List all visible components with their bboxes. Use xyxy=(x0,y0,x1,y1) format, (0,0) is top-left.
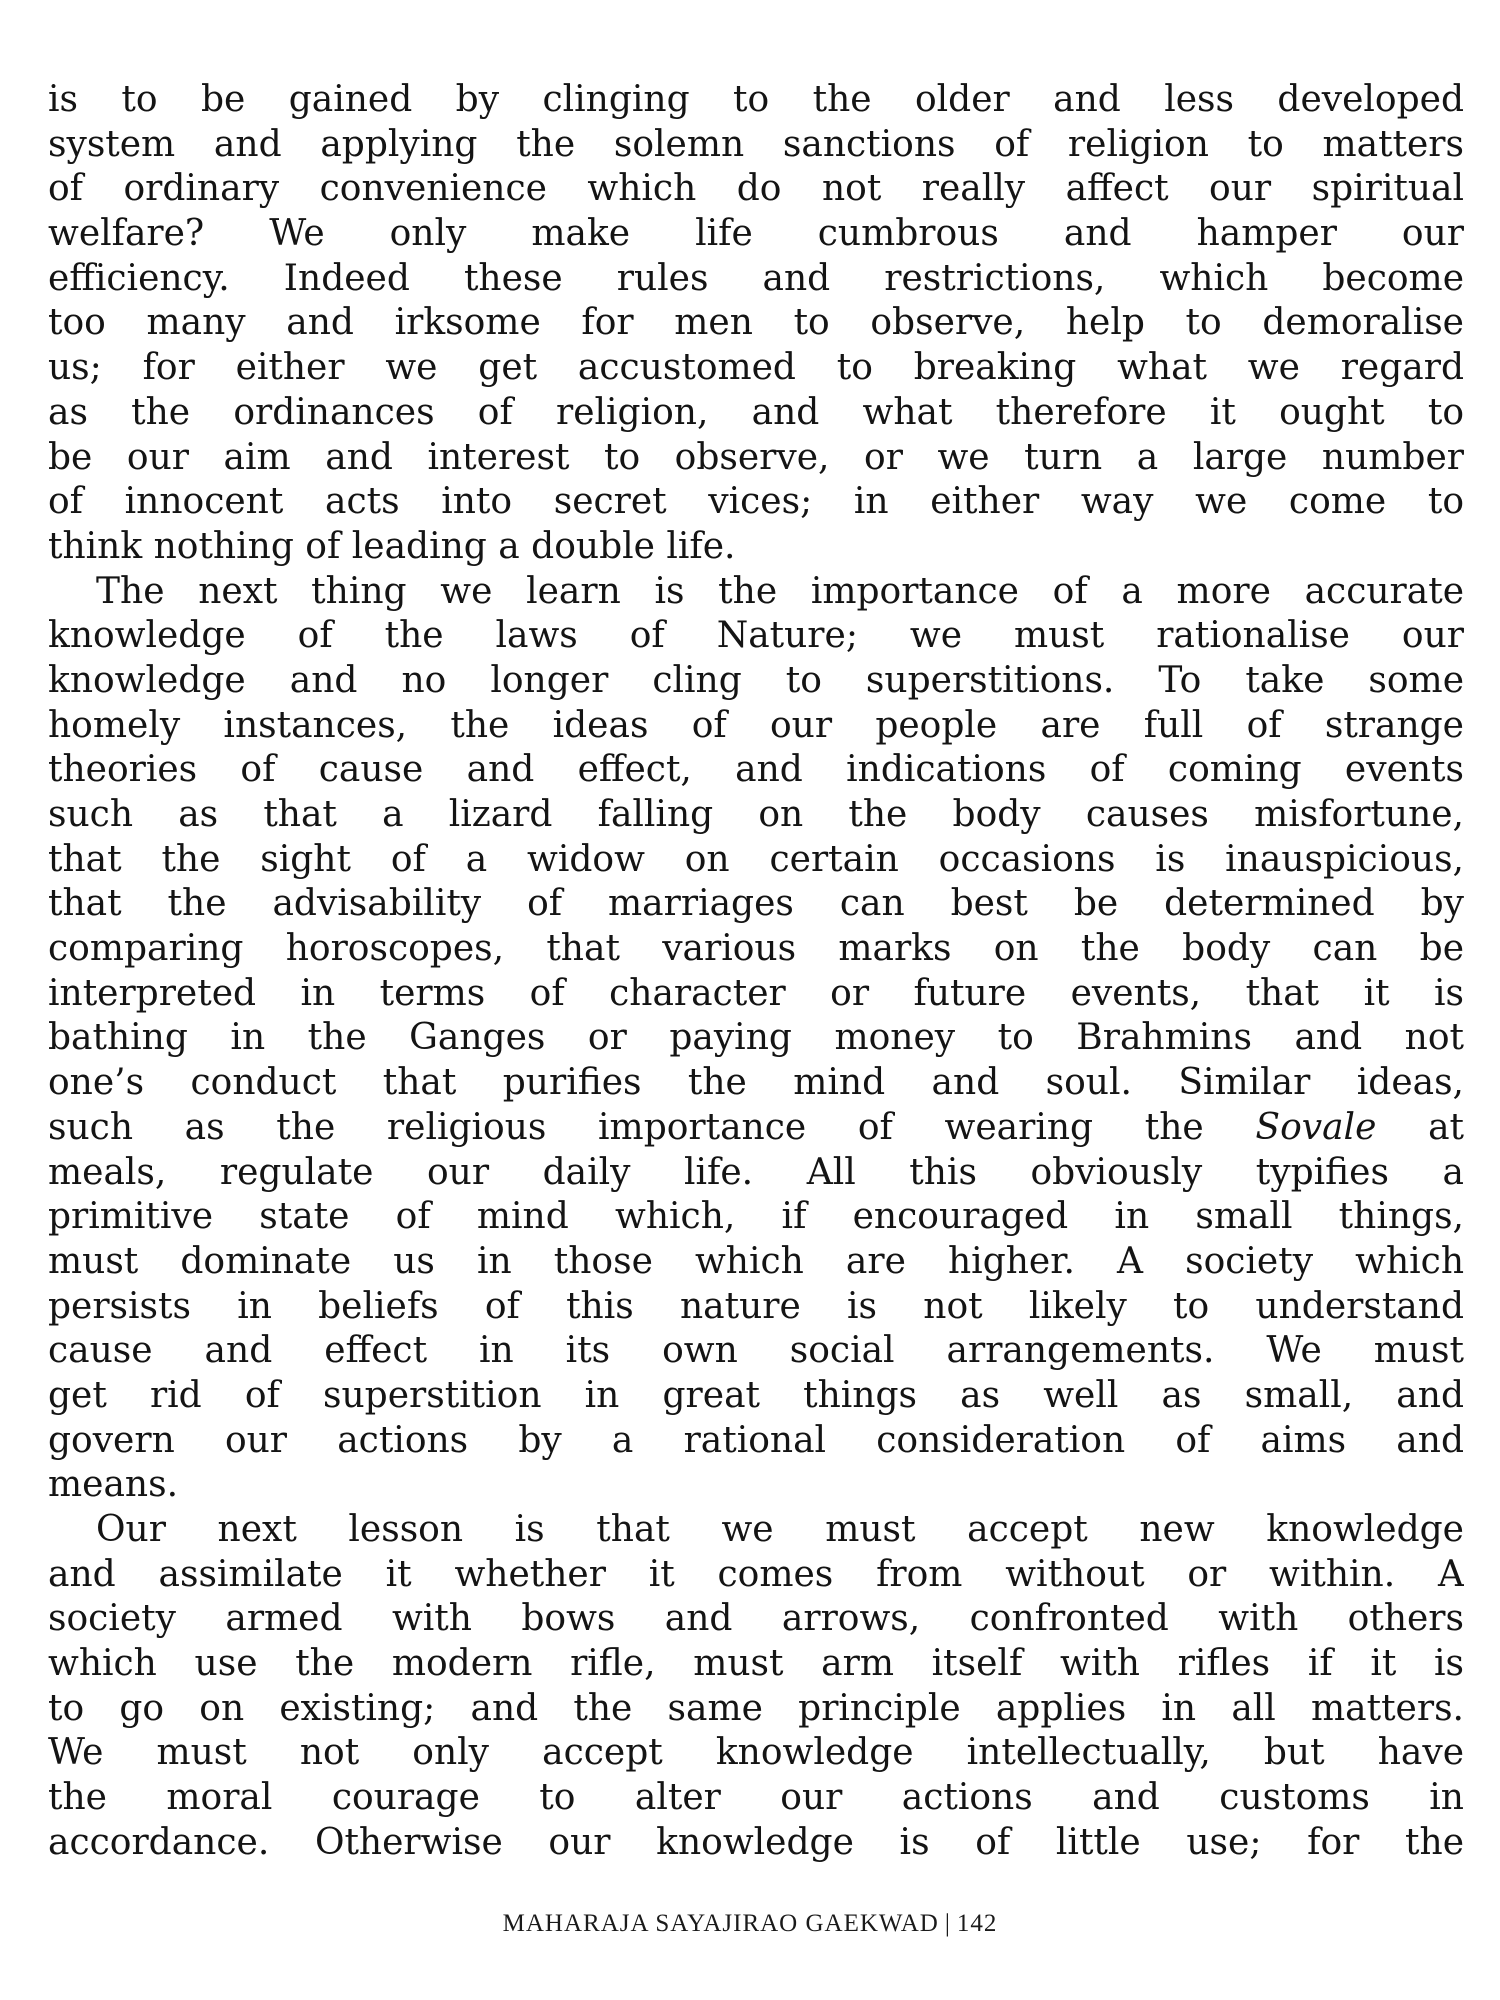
text-line: get rid of superstition in great things as well as small, and xyxy=(48,1374,1464,1416)
text-line: We must not only accept knowledge intellectually, but have xyxy=(48,1732,1464,1774)
page-footer xyxy=(0,1910,1500,1938)
text-line: homely instances, the ideas of our people are full of strange xyxy=(48,704,1464,746)
text-line: primitive state of mind which, if encouraged in small things, xyxy=(48,1196,1464,1238)
text-line: be our aim and interest to observe, or we turn a large number xyxy=(48,436,1464,478)
paragraph xyxy=(48,570,1464,1508)
text-line: such as that a lizard falling on the body causes misfortune, xyxy=(48,794,1464,835)
text-line: bathing in the Ganges or paying money to Brahmins and not xyxy=(48,1017,1464,1059)
italic-term: Sovale xyxy=(1255,1106,1377,1148)
text-line: efficiency. Indeed these rules and restrictions, which become xyxy=(48,257,1464,299)
text-line: theories of cause and effect, and indications of coming events xyxy=(48,749,1464,791)
text-line: meals, regulate our daily life. All this obviously typifies a xyxy=(48,1151,1464,1193)
text-line: the moral courage to alter our actions and customs in xyxy=(48,1777,1464,1819)
text-line: of innocent acts into secret vices; in either way we come to xyxy=(48,481,1464,523)
text-line: that the sight of a widow on certain occasions is inauspicious, xyxy=(48,838,1464,880)
footer-separator: | xyxy=(944,1910,951,1937)
text-line: must dominate us in those which are higher. A society which xyxy=(48,1240,1464,1282)
text-line: persists in beliefs of this nature is not likely to understand xyxy=(48,1285,1464,1327)
text-line: system and applying the solemn sanctions of religion to matters xyxy=(48,123,1464,165)
text-line: Our next lesson is that we must accept new knowledge xyxy=(96,1509,1464,1550)
text-line: one’s conduct that purifies the mind and soul. Similar ideas, xyxy=(48,1062,1464,1104)
footer-author: MAHARAJA SAYAJIRAO GAEKWAD xyxy=(502,1910,939,1937)
page-body xyxy=(48,78,1464,1866)
text-line: which use the modern rifle, must arm itself with rifles if it is xyxy=(48,1643,1464,1685)
text-line: and assimilate it whether it comes from without or within. A xyxy=(48,1553,1464,1595)
text-line: society armed with bows and arrows, confronted with others xyxy=(48,1598,1464,1640)
text-line: is to be gained by clinging to the older and less developed xyxy=(48,79,1464,120)
text-line: The next thing we learn is the importance of a more accurate xyxy=(96,570,1464,612)
text-line: accordance. Otherwise our knowledge is of little use; for the xyxy=(48,1821,1464,1863)
text-line: govern our actions by a rational consideration of aims and xyxy=(48,1419,1464,1461)
text-line: means. xyxy=(48,1464,179,1506)
text-line: such as the religious importance of wearing the Sovale at xyxy=(48,1106,1464,1148)
text-line: welfare? We only make life cumbrous and hamper our xyxy=(48,213,1464,255)
text-line: think nothing of leading a double life. xyxy=(48,525,736,567)
page-number: 142 xyxy=(956,1910,998,1937)
text-line: knowledge of the laws of Nature; we must rationalise our xyxy=(48,615,1464,657)
text-line: interpreted in terms of character or future events, that it is xyxy=(48,972,1464,1014)
text-line: us; for either we get accustomed to breaking what we regard xyxy=(48,347,1464,389)
text-line: cause and effect in its own social arrangements. We must xyxy=(48,1330,1464,1372)
text-line: comparing horoscopes, that various marks on the body can be xyxy=(48,928,1464,970)
paragraph xyxy=(48,1508,1464,1866)
text-line: of ordinary convenience which do not really affect our spiritual xyxy=(48,168,1464,210)
text-line: to go on existing; and the same principle applies in all matters. xyxy=(48,1687,1464,1729)
text-line: as the ordinances of religion, and what therefore it ought to xyxy=(48,391,1464,433)
paragraph xyxy=(48,78,1464,570)
text-line: too many and irksome for men to observe, help to demoralise xyxy=(48,302,1464,344)
text-line: that the advisability of marriages can best be determined by xyxy=(48,883,1464,925)
text-line: knowledge and no longer cling to superstitions. To take some xyxy=(48,659,1464,701)
